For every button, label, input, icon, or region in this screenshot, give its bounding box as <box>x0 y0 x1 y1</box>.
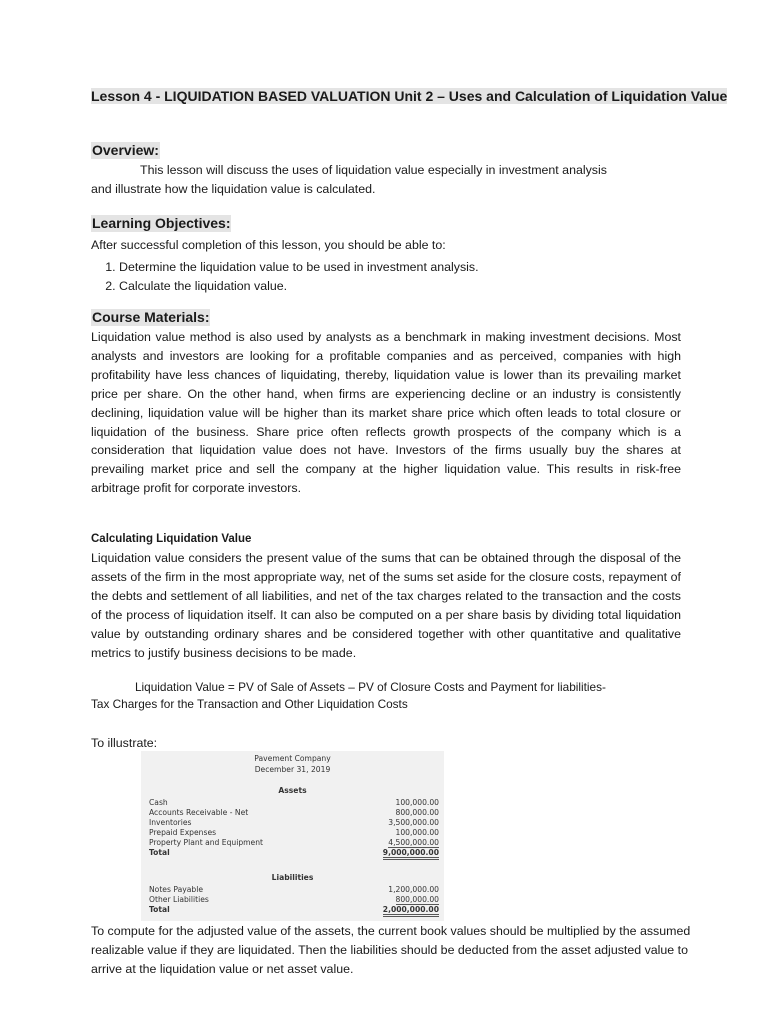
asset-row <box>149 808 439 818</box>
objectives-intro: After successful completion of this lesson, you should be able to: <box>91 238 446 252</box>
lesson-title <box>91 88 741 105</box>
liabilities-heading: Liabilities <box>271 873 314 882</box>
liability-amount: 1,200,000.00 <box>388 885 439 894</box>
liability-row <box>149 895 439 905</box>
liability-label: Notes Payable <box>149 885 203 894</box>
asset-amount: 3,500,000.00 <box>388 818 439 827</box>
materials-heading: Course Materials: <box>92 309 210 325</box>
asset-row <box>149 818 439 828</box>
formula-line-1: Liquidation Value = PV of Sale of Assets – PV of Closure Costs and Payment for liabilities- <box>135 680 606 694</box>
objective-item: 1. Determine the liquidation value to be used in investment analysis. <box>119 258 681 277</box>
balance-sheet <box>141 751 444 921</box>
assets-total-row <box>149 848 439 858</box>
liabilities-total-row <box>149 905 439 915</box>
objectives-list <box>91 258 681 296</box>
asset-label: Inventories <box>149 818 192 827</box>
assets-total-amount: 9,000,000.00 <box>383 848 439 860</box>
sheet-date: December 31, 2019 <box>254 765 331 774</box>
liability-row <box>149 885 439 895</box>
asset-label: Prepaid Expenses <box>149 828 217 837</box>
objective-item: 2. Calculate the liquidation value. <box>119 277 681 296</box>
asset-row <box>149 798 439 808</box>
calculating-body: Liquidation value considers the present value of the sums that can be obtained through the disposal of the assets of the firm in the most appropriate way, net of the sums set aside for the closure costs, repayment of the debts and settlement of all liabilities, and net of the tax charges related to the transaction and the costs of the process of liquidation itself. It can also be computed on a per share basis by dividing total liquidation value by outstanding ordinary shares and be considered together with other quantitative and qualitative metrics to justify business decisions to be made. <box>91 551 681 660</box>
liability-amount: 800,000.00 <box>395 895 439 904</box>
objectives-heading: Learning Objectives: <box>92 215 231 231</box>
lesson-title-text: Lesson 4 - LIQUIDATION BASED VALUATION Unit 2 – Uses and Calculation of Liquidation Value <box>91 88 728 104</box>
liabilities-total-label: Total <box>149 905 170 914</box>
liabilities-total-amount: 2,000,000.00 <box>383 905 439 917</box>
formula-line-2: Tax Charges for the Transaction and Other Liquidation Costs <box>91 697 408 711</box>
asset-amount: 100,000.00 <box>395 798 439 807</box>
liability-label: Other Liabilities <box>149 895 209 904</box>
overview-line-2: and illustrate how the liquidation value is calculated. <box>91 182 376 196</box>
overview-line-1: This lesson will discuss the uses of liquidation value especially in investment analysis <box>140 163 607 177</box>
materials-body: Liquidation value method is also used by analysts as a benchmark in making investment decisions. Most analysts and investors are looking for a profitable companies and as perceived, companies with high profitability have less chances of liquidating, thereby, liquidation value is lower than its prevailing market price per share. On the other hand, when firms are experiencing decline or an industry is consistently declining, liquidation value will be higher than its market share price which often leads to total closure or liquidation of the business. Share price often reflects growth prospects of the company which is a consideration that liquidation value does not have. Investors of the firms usually buy the shares at prevailing market price and sell the company at the higher liquidation value. This results in risk-free arbitrage profit for corporate investors. <box>91 330 681 496</box>
asset-label: Property Plant and Equipment <box>149 838 264 847</box>
asset-label: Accounts Receivable - Net <box>149 808 249 817</box>
asset-amount: 800,000.00 <box>395 808 439 817</box>
company-name: Pavement Company <box>254 754 331 763</box>
asset-row <box>149 838 439 848</box>
illustrate-label: To illustrate: <box>91 736 158 750</box>
asset-amount: 100,000.00 <box>395 828 439 837</box>
asset-amount: 4,500,000.00 <box>388 838 439 847</box>
overview-heading: Overview: <box>92 142 159 158</box>
asset-label: Cash <box>149 798 168 807</box>
closing-paragraph: To compute for the adjusted value of the assets, the current book values should be multiplied by the assumed realizable value if they are liquidated. Then the liabilities should be deducted from the asset adjusted value to arrive at the liquidation value or net asset value. <box>91 924 691 976</box>
assets-total-label: Total <box>149 848 170 857</box>
calculating-heading: Calculating Liquidation Value <box>91 533 252 545</box>
assets-heading: Assets <box>278 786 307 795</box>
asset-row <box>149 828 439 838</box>
